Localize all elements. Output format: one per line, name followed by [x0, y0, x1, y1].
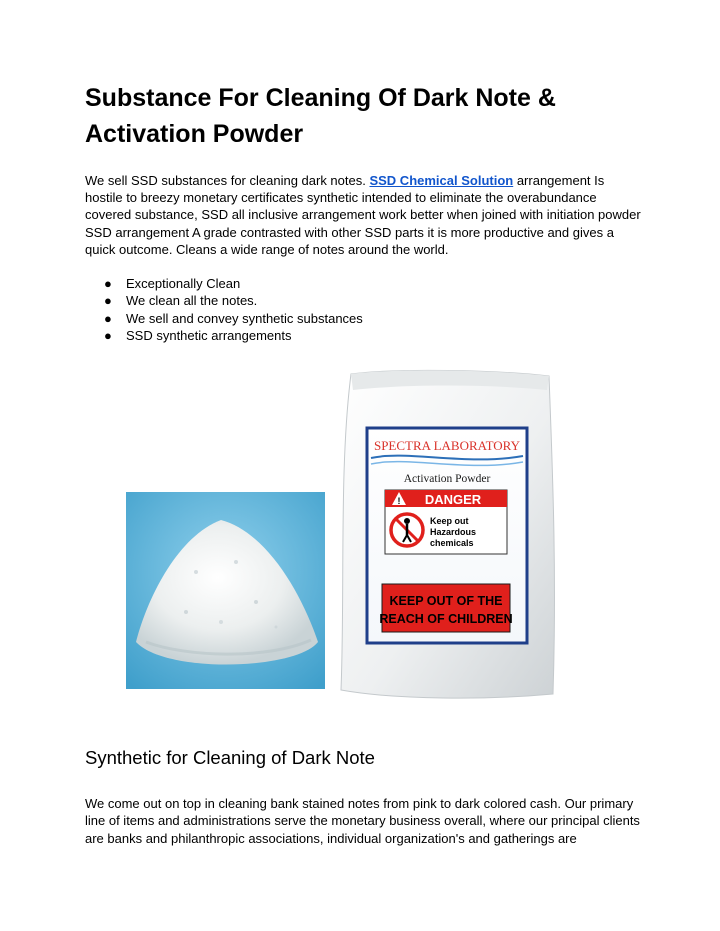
child-warning-line-2: REACH OF CHILDREN — [379, 612, 513, 626]
list-item-text: Exceptionally Clean — [126, 276, 241, 291]
bullet-icon: ● — [104, 327, 112, 343]
intro-paragraph — [85, 172, 645, 258]
list-item — [85, 292, 645, 309]
warning-line-1: Keep out — [430, 516, 469, 526]
intro-text-start: We sell SSD substances for cleaning dark notes. — [85, 173, 370, 188]
list-item-text: We sell and convey synthetic substances — [126, 310, 363, 326]
svg-text:!: ! — [397, 496, 401, 506]
intro-text-rest: arrangement Is hostile to breezy monetary certificates synthetic intended to eliminate the overabundance covered substance, SSD all inclusive arrangement work better when joined with initiation powder SSD arrangement A grade contrasted with other SSD parts it is more productive and gives a quick outcome. Cleans a wide range of notes around the world. — [85, 173, 641, 257]
bullet-icon: ● — [104, 310, 112, 326]
section-heading: Synthetic for Cleaning of Dark Note — [85, 747, 375, 768]
list-item — [85, 275, 645, 292]
danger-text: DANGER — [424, 492, 482, 507]
white-powder-image — [126, 492, 325, 689]
list-item-text: We clean all the notes. — [126, 293, 258, 309]
list-item — [85, 327, 645, 344]
powder-pile-icon — [126, 492, 325, 689]
ssd-chemical-solution-link[interactable]: SSD Chemical Solution — [369, 173, 514, 188]
bag-brand-text: SPECTRA LABORATORY — [373, 438, 521, 453]
section-paragraph: We come out on top in cleaning bank stained notes from pink to dark colored cash. Our primary line of items and administrations serve the monetary business overall, where our principal clients are banks and philanthropic associations, individual organization's and gatherings are — [85, 796, 640, 846]
feature-list — [85, 275, 645, 344]
bullet-icon: ● — [104, 276, 112, 291]
bag-illustration — [337, 368, 562, 700]
bullet-icon: ● — [104, 293, 112, 309]
warning-line-2: Hazardous — [430, 527, 477, 537]
list-item-text: SSD synthetic arrangements — [126, 327, 292, 343]
warning-line-3: chemicals — [430, 538, 474, 548]
page-title: Substance For Cleaning Of Dark Note & Activation Powder — [85, 84, 556, 148]
activation-powder-bag-image — [337, 368, 562, 700]
bag-product-text: Activation Powder — [403, 473, 491, 485]
child-warning-line-1: KEEP OUT OF THE — [389, 594, 503, 608]
list-item — [85, 310, 645, 327]
